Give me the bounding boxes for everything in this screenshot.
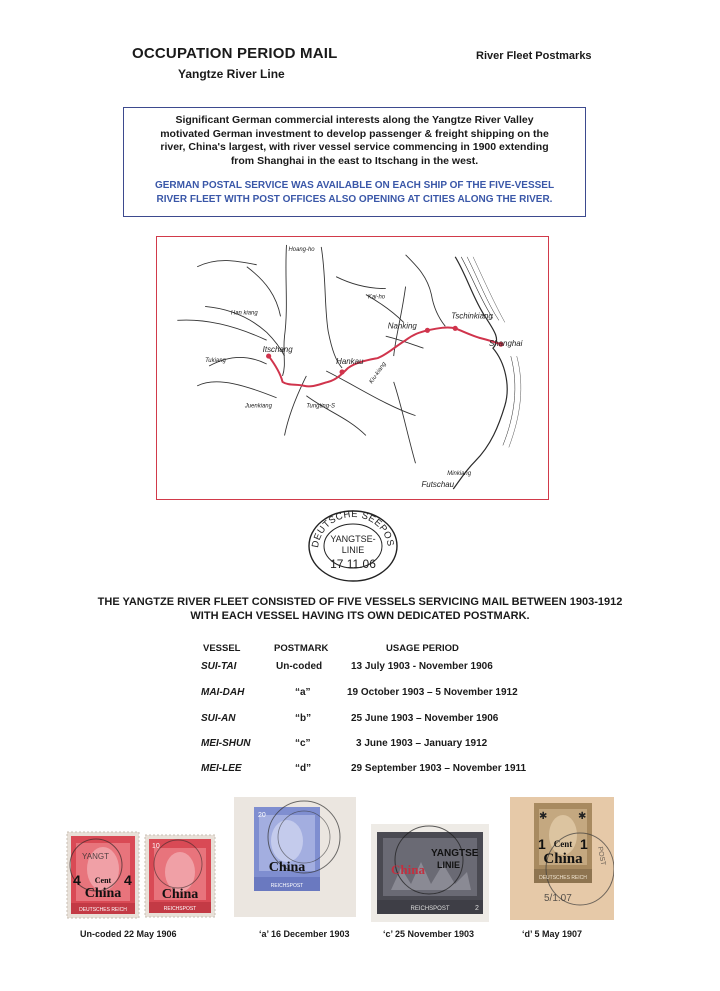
vessel-postmark: “a” — [295, 687, 311, 698]
vessel-name: SUI-TAI — [201, 661, 237, 672]
info-highlight — [134, 179, 575, 206]
stamp-4-drawing — [371, 824, 489, 922]
stamp-5-word: Cent — [553, 839, 573, 849]
caption-c: ‘c’ 25 November 1903 — [383, 929, 475, 939]
stamp-1-drawing — [66, 831, 140, 919]
info-line: from Shanghai in the east to Itschang in the west. — [230, 154, 479, 167]
mail-route-line — [269, 327, 501, 386]
header-vessel: VESSEL — [203, 643, 241, 654]
vessel-usage: 29 September 1903 – November 1911 — [351, 763, 527, 774]
caption-a: ‘a’ 16 December 1903 — [259, 929, 350, 939]
stamp-5-star-left-icon: ✱ — [539, 811, 548, 822]
stamp-5-star-right-icon: ✱ — [578, 811, 587, 822]
stamp-1-value-right: 4 — [124, 872, 132, 888]
map-rivers — [177, 245, 445, 463]
stamp-10-china — [144, 834, 216, 918]
label-futschau: Futschau — [421, 480, 455, 490]
vessel-postmark: “c” — [295, 738, 311, 749]
map-coastline — [453, 257, 521, 489]
stamp-3-country: REICHSPOST — [270, 883, 304, 889]
stamp-1-overprint: China — [84, 886, 122, 901]
caption-d: ‘d’ 5 May 1907 — [522, 929, 583, 939]
label-shanghai: Shanghai — [488, 339, 523, 349]
stamp-3-value: 20 — [258, 812, 266, 819]
stop-itschang — [266, 354, 271, 359]
info-line: Significant German commercial interests along the Yangtze River Valley — [175, 114, 534, 126]
fleet-heading-line: WITH EACH VESSEL HAVING ITS OWN DEDICATED POSTMARK. — [190, 610, 530, 622]
label-hoang-ho: Hoang-ho — [288, 246, 315, 253]
vessel-usage: 3 June 1903 – January 1912 — [356, 738, 488, 749]
stamp-1-country: DEUTSCHES REICH — [79, 907, 127, 913]
stamp-5-overprint: China — [543, 851, 583, 867]
postmark-line1: YANGTSE- — [330, 534, 376, 544]
vessel-postmark: “b” — [295, 713, 312, 724]
info-line: motivated German investment to develop passenger & freight shipping on the — [160, 127, 549, 140]
stamp-4-cancel-top: YANGTSE — [431, 848, 479, 859]
postmark-date: 17 11.06 — [330, 557, 376, 571]
stamp-2-drawing — [144, 834, 216, 918]
label-nanking: Nanking — [387, 321, 417, 331]
header-postmark: POSTMARK — [274, 643, 329, 654]
label-kiu-kiang: Kiu-kiang — [368, 361, 388, 386]
fleet-heading-line: THE YANGTZE RIVER FLEET CONSISTED OF FIVE VESSELS SERVICING MAIL BETWEEN 1903-1912 — [97, 596, 623, 608]
map-labels — [205, 247, 523, 489]
info-line: river, China's largest, with river vessel service commencing in 1900 extending — [160, 141, 549, 153]
vessel-name: MEI-SHUN — [201, 738, 251, 749]
vessel-postmark: “d” — [295, 763, 312, 774]
stamp-5-value: 1 — [538, 836, 546, 852]
postmark-arc-text: DEUTSCHE SEEPOS — [309, 508, 396, 549]
stamp-1-value: 4 — [73, 872, 81, 888]
highlight-line: GERMAN POSTAL SERVICE WAS AVAILABLE ON EACH SHIP OF THE FIVE-VESSEL — [154, 180, 555, 191]
stamp-4-value: 2 — [475, 905, 479, 912]
caption-uncoded: Un-coded 22 May 1906 — [80, 929, 177, 939]
stamp-1-word: Cent — [94, 876, 112, 885]
stamp-5-cancel-date: 5/1.07 — [544, 893, 572, 904]
vessel-name: MEI-LEE — [201, 763, 242, 774]
stamp-2-country: REICHSPOST — [163, 906, 197, 912]
label-hankau: Hankau — [336, 357, 364, 367]
stamp-5-country: DEUTSCHES REICH — [539, 875, 587, 881]
header-usage: USAGE PERIOD — [386, 643, 459, 654]
fleet-heading — [80, 595, 640, 623]
stamp-5-value-right: 1 — [580, 836, 588, 852]
info-box — [123, 107, 586, 217]
stamp-3-drawing — [234, 797, 356, 917]
label-kai-ho: Kai-ho — [367, 294, 386, 301]
stamp-2-overprint: China — [161, 887, 199, 902]
label-tungting: Tungting-S — [306, 403, 335, 410]
page-subtitle: Yangtze River Line — [178, 67, 285, 81]
stamp-4-overprint: China — [391, 862, 425, 877]
stamp-a-20-china — [234, 797, 356, 917]
label-han-kiang: Han kiang — [230, 310, 258, 317]
vessel-usage: 19 October 1903 – 5 November 1912 — [347, 687, 518, 698]
stamp-2-value: 10 — [152, 843, 160, 850]
label-tschinkiang: Tschinkiang — [451, 311, 493, 321]
stamp-uncoded-4-cent — [66, 831, 140, 919]
stamp-3-overprint: China — [268, 860, 306, 875]
stop-tschinkiang — [453, 326, 458, 331]
deutsche-seepost-postmark — [306, 506, 400, 582]
stamp-d-1-cent — [510, 797, 614, 920]
stamp-4-country: REICHSPOST — [410, 906, 450, 912]
stamp-c-china — [371, 824, 489, 922]
label-itschang: Itschang — [262, 345, 293, 355]
vessel-usage: 13 July 1903 - November 1906 — [351, 661, 493, 672]
postmark-drawing — [306, 506, 400, 582]
section-label: River Fleet Postmarks — [476, 50, 592, 62]
vessel-postmark: Un-coded — [276, 661, 323, 672]
highlight-line: RIVER FLEET WITH POST OFFICES ALSO OPENING AT CITIES ALONG THE RIVER. — [156, 193, 553, 205]
info-paragraph — [134, 114, 575, 168]
stop-nanking — [425, 328, 430, 333]
yangtze-route-map — [156, 236, 549, 500]
map-drawing — [157, 237, 548, 499]
vessel-name: MAI-DAH — [201, 687, 245, 698]
stamp-1-cancel: YANGT — [82, 852, 109, 861]
postmark-line2: LINIE — [341, 545, 365, 555]
stamp-4-cancel-bottom: LINIE — [437, 860, 461, 870]
stamp-5-cancel-arc: POST — [596, 846, 607, 867]
page-title: OCCUPATION PERIOD MAIL — [132, 45, 338, 62]
label-juenkiang: Juenkiang — [244, 403, 272, 410]
label-tukiang: Tukiang — [205, 358, 226, 365]
label-minkiang: Minkiang — [447, 471, 472, 478]
stop-hankau — [339, 369, 344, 374]
vessel-usage: 25 June 1903 – November 1906 — [351, 713, 499, 724]
stamp-5-drawing — [510, 797, 614, 920]
vessel-name: SUI-AN — [201, 713, 236, 724]
